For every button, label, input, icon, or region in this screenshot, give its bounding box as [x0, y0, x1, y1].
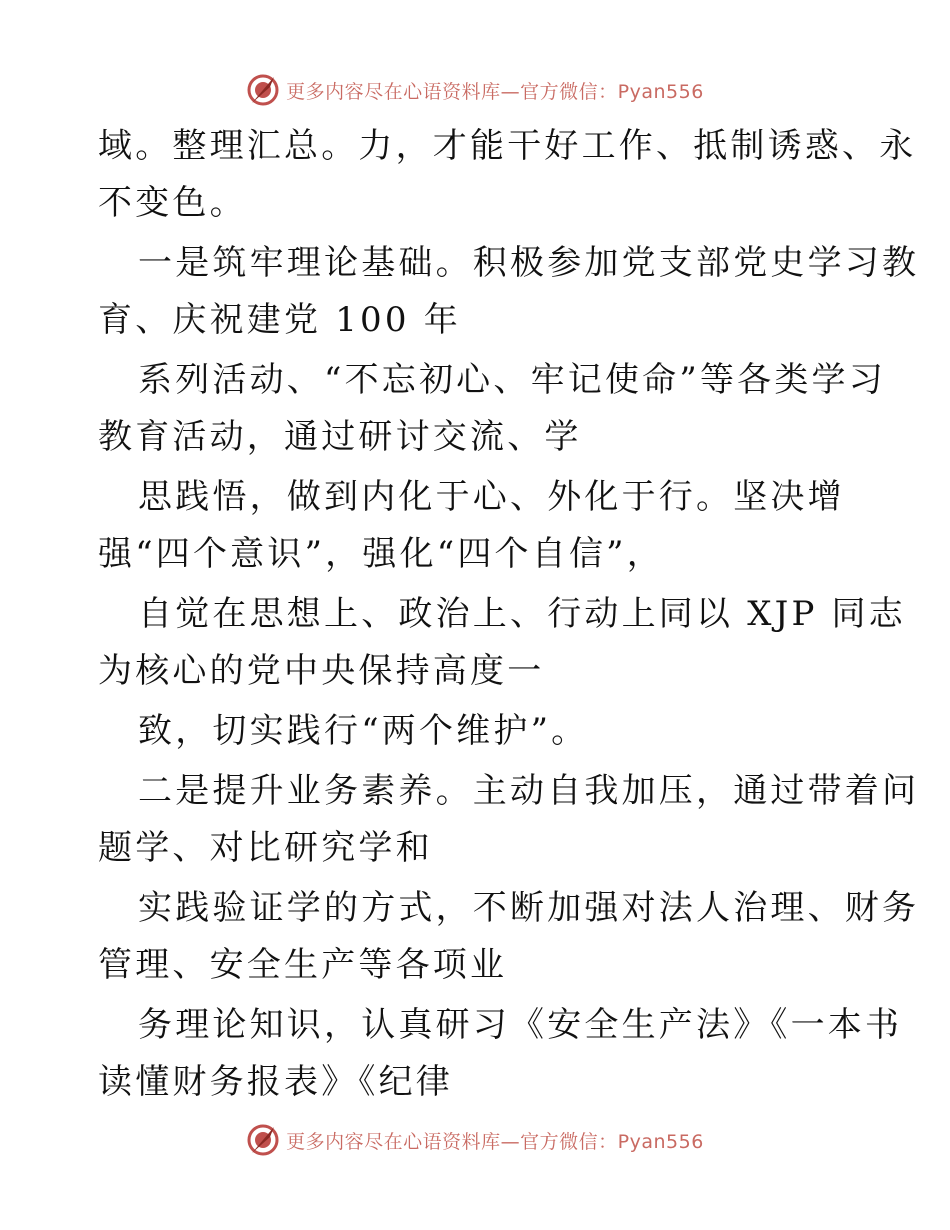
text-line: 二是提升业务素养。主动自我加压，通过带着问	[138, 771, 920, 811]
text-line: 系列活动、“不忘初心、牢记使命”等各类学习	[138, 360, 886, 400]
text-line: 一是筑牢理论基础。积极参加党支部党史学习教	[138, 243, 920, 283]
text-line: 不变色。	[98, 183, 247, 223]
footer-banner	[0, 1120, 950, 1160]
text-line: 自觉在思想上、政治上、行动上同以 XJP 同志	[138, 594, 906, 634]
text-line: 思践悟，做到内化于心、外化于行。坚决增	[138, 477, 845, 517]
text-line: 题学、对比研究学和	[98, 828, 433, 868]
text-line: 实践验证学的方式，不断加强对法人治理、财务	[138, 888, 920, 928]
text-line: 教育活动，通过研讨交流、学	[98, 417, 582, 457]
text-line: 务理论知识，认真研习《安全生产法》《一本书	[138, 1005, 903, 1045]
text-line: 域。整理汇总。力，才能干好工作、抵制诱惑、永	[98, 126, 917, 166]
header-banner-text: 更多内容尽在心语资料库—官方微信：Pyan556	[286, 80, 704, 103]
text-line: 读懂财务报表》《纪律	[98, 1062, 453, 1102]
text-line: 强“四个意识”，强化“四个自信”，	[98, 534, 664, 574]
quill-logo-icon	[246, 1123, 280, 1157]
text-line: 致，切实践行“两个维护”。	[138, 711, 589, 751]
footer-banner-text: 更多内容尽在心语资料库—官方微信：Pyan556	[286, 1130, 704, 1153]
text-line: 为核心的党中央保持高度一	[98, 651, 545, 691]
text-line: 育、庆祝建党 100 年	[98, 300, 461, 340]
text-line: 管理、安全生产等各项业	[98, 945, 508, 985]
